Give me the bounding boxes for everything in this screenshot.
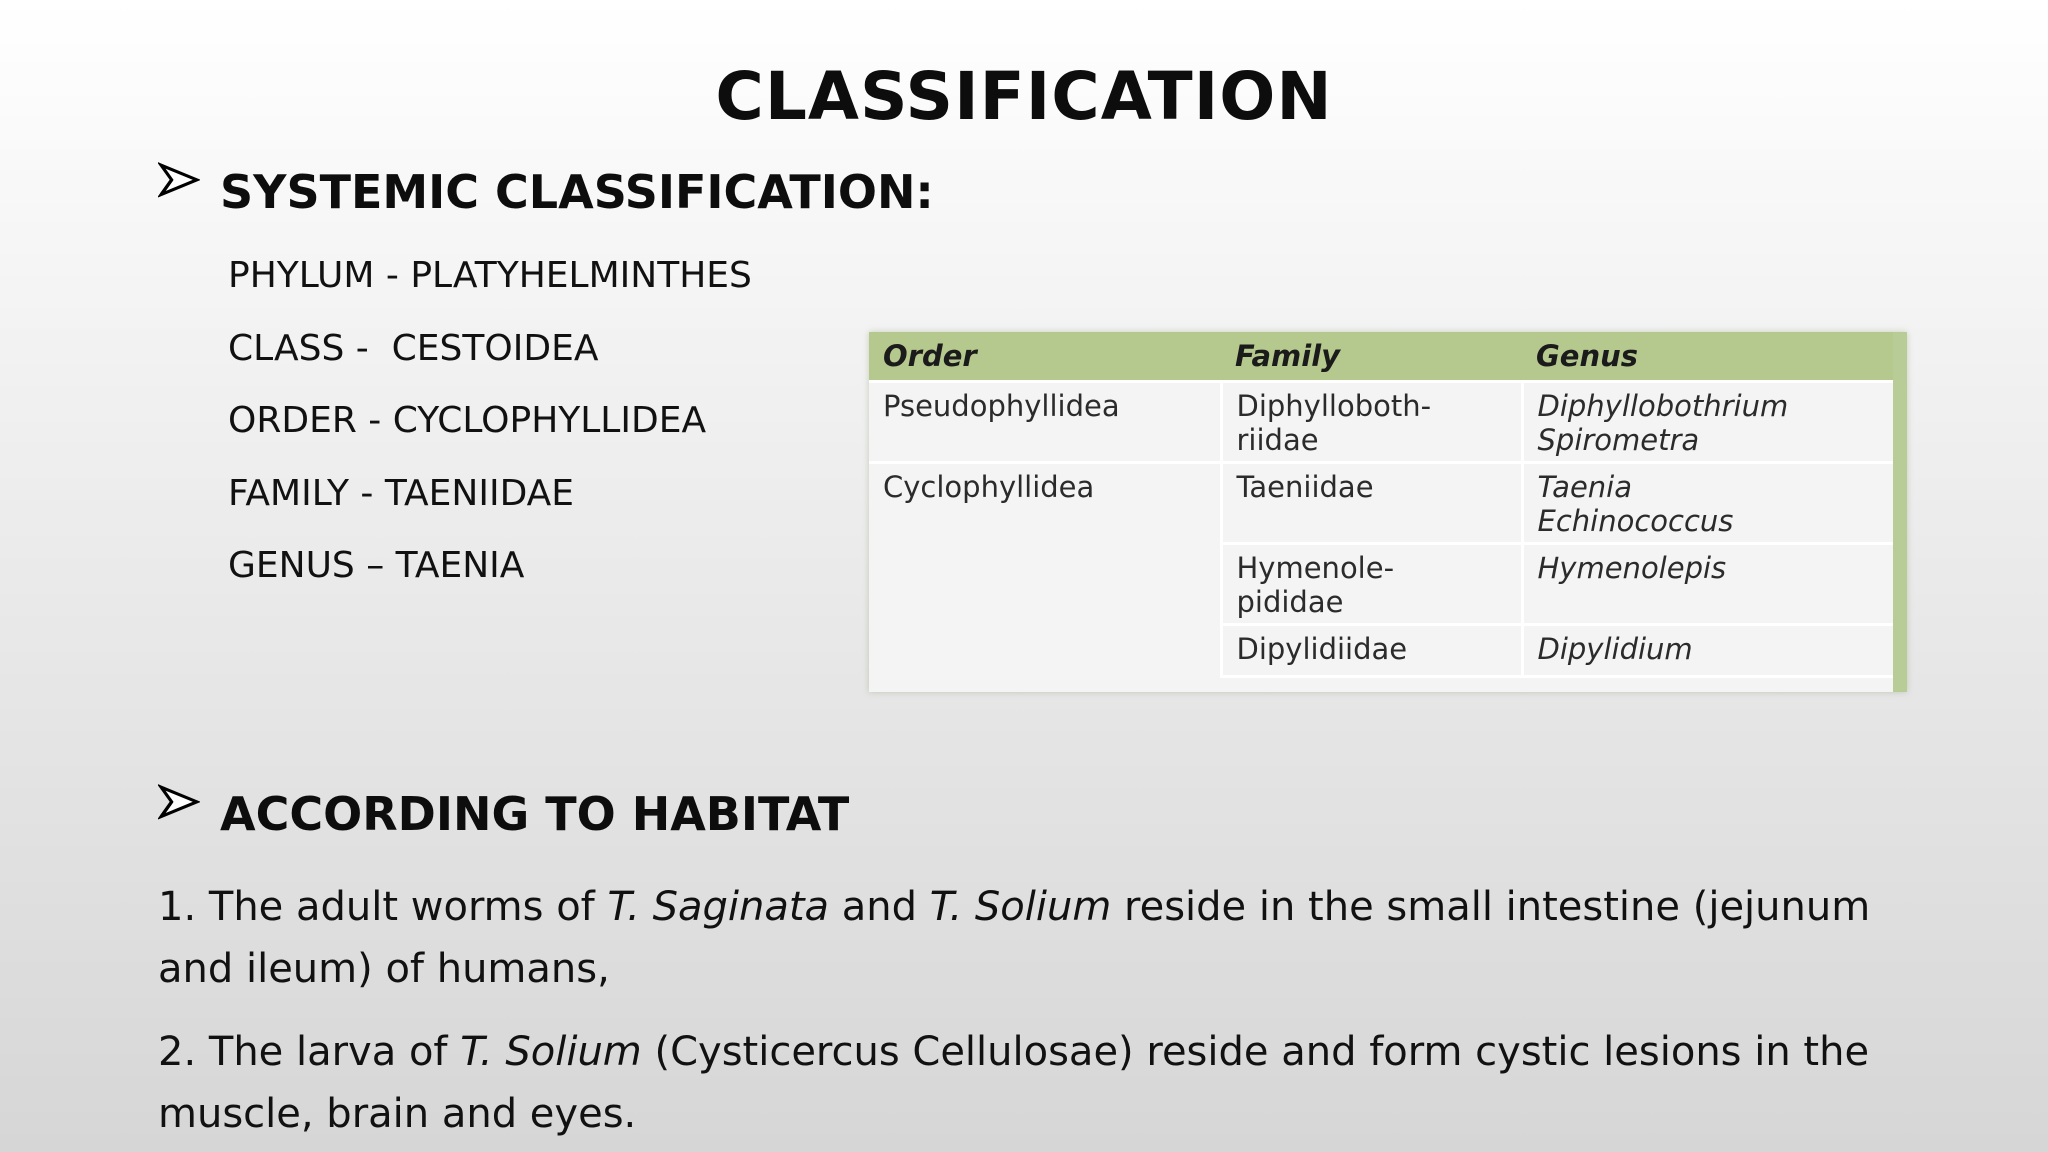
arrowhead-bullet-icon — [158, 162, 200, 204]
taxon-order: ORDER - CYCLOPHYLLIDEA — [228, 400, 707, 441]
taxonomy-table — [869, 332, 1893, 678]
arrowhead-bullet-icon — [158, 784, 200, 826]
text-run: 1. The adult worms of — [158, 884, 608, 930]
species-name: T. Solium — [460, 1029, 642, 1075]
cell-family: Dipylidiidae — [1221, 625, 1522, 677]
taxon-family: FAMILY - TAENIIDAE — [228, 472, 575, 514]
cell-genus: Diphyllobothrium Spirometra — [1522, 382, 1893, 463]
text-run: reside in the small intestine (jejunum and ileum) of humans, — [158, 884, 1871, 992]
text-run: and — [829, 884, 930, 930]
header-genus: Genus — [1522, 332, 1893, 382]
cell-genus: Taenia Echinococcus — [1522, 463, 1893, 544]
cell-order: Pseudophyllidea — [869, 382, 1221, 463]
table-header-row — [869, 332, 1893, 382]
habitat-heading-text: ACCORDING TO HABITAT — [220, 787, 850, 841]
systemic-heading-text: SYSTEMIC CLASSIFICATION: — [220, 165, 934, 219]
species-name: T. Saginata — [607, 884, 830, 930]
habitat-heading — [158, 787, 849, 841]
text-run: 2. The larva of — [158, 1029, 461, 1075]
cell-order: Cyclophyllidea — [869, 463, 1221, 677]
header-family: Family — [1221, 332, 1522, 382]
cell-genus: Dipylidium — [1522, 625, 1893, 677]
habitat-paragraph-2 — [158, 1021, 1918, 1145]
header-order: Order — [869, 332, 1221, 382]
taxonomy-table-image — [869, 332, 1907, 692]
table-row — [869, 463, 1893, 544]
text-run: (Cysticercus Cellulosae) reside and form cystic lesions in the muscle, brain and eyes. — [158, 1029, 1870, 1137]
cell-genus: Hymenolepis — [1522, 544, 1893, 625]
taxon-class: CLASS - CESTOIDEA — [228, 327, 599, 369]
taxon-genus: GENUS – TAENIA — [228, 545, 525, 586]
species-name: T. Solium — [929, 884, 1112, 930]
cell-family: Hymenole- pididae — [1221, 544, 1522, 625]
cell-family: Diphylloboth- riidae — [1221, 382, 1522, 463]
taxon-phylum: PHYLUM - PLATYHELMINTHES — [228, 255, 752, 296]
slide-title: CLASSIFICATION — [715, 58, 1333, 135]
habitat-paragraph-1 — [158, 876, 1918, 1000]
table-row — [869, 382, 1893, 463]
cell-family: Taeniidae — [1221, 463, 1522, 544]
systemic-classification-heading — [158, 165, 934, 219]
taxonomy-list — [228, 248, 752, 611]
